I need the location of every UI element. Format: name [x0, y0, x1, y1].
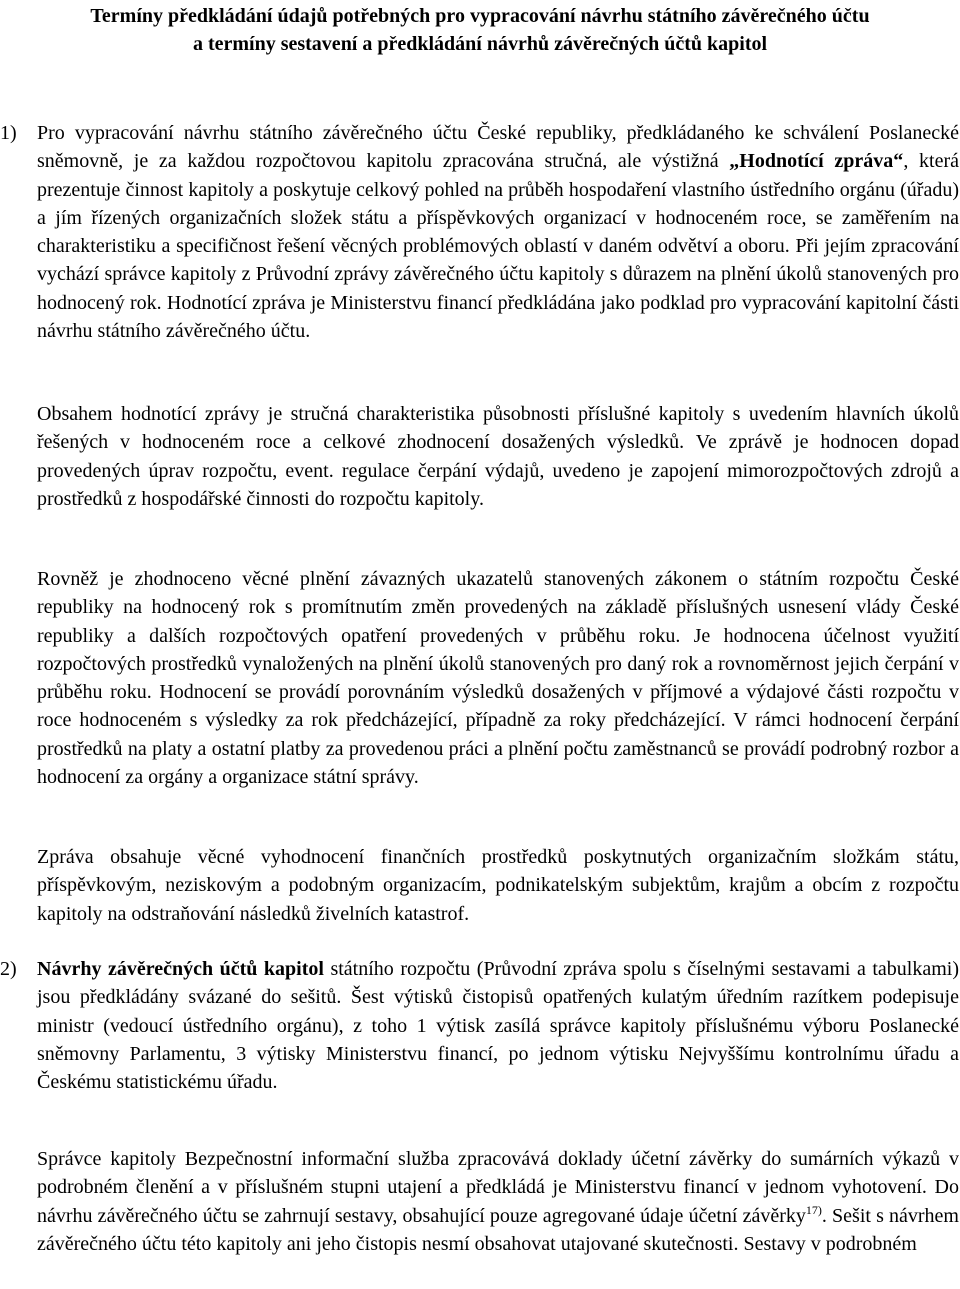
- section-2-number: 2): [0, 958, 17, 980]
- section-2-p1-text: státního rozpočtu (Průvodní zpráva spolu s číselnými sestavami a tabulkami) jsou předkládány svázané do sešitů. Šest výtisků čistopisů opatřených kulatým úředním razítkem podepisuje ministr (vedoucí ústředního orgánu), z toho 1 výtisk zasílá správce kapitoly příslušnému výboru Poslanecké sněmovny Parlamentu, 3 výtisky Ministerstvu financí, po jednom výtisku Nejvyššímu kontrolnímu úřadu a Českému statistickému úřadu.: [37, 958, 959, 1094]
- footnote-reference: 17): [805, 1202, 822, 1217]
- section-1-paragraph-3: Rovněž je zhodnoceno věcné plnění závazných ukazatelů stanovených zákonem o státním rozpočtu České republiky na hodnocený rok s promítnutím změn provedených na základě příslušných usnesení vlády České republiky a dalších rozpočtových opatření provedených v průběhu roku. Je hodnocena účelnost využití rozpočtových prostředků vynaložených na plnění úkolů stanovených pro daný rok a rovnoměrnost jejich čerpání v průběhu roku. Hodnocení se provádí porovnáním výsledků dosažených v příjmové a výdajové části rozpočtu v roce hodnoceném s výsledky za rok předcházející, případně za roky předcházející. V rámci hodnocení čerpání prostředků na platy a ostatní platby za provedenou práci a plnění počtu zaměstnanců se provádí podrobný rozbor a hodnocení za orgány a organizace státní správy.: [37, 568, 959, 789]
- section-1-paragraph-4: Zpráva obsahuje věcné vyhodnocení finančních prostředků poskytnutých organizačním složkám státu, příspěvkovým, neziskovým a podobným organizacím, podnikatelským subjektům, krajům a obcím z rozpočtu kapitoly na odstraňování následků živelních katastrof.: [37, 846, 959, 925]
- section-1-paragraph-1: [37, 119, 959, 345]
- hodnotici-zprava-term: „Hodnotící zpráva“: [729, 150, 904, 173]
- document-title: [0, 2, 960, 58]
- section-2-p2-text-b: . Sešit s návrhem závěrečného účtu této kapitoly ani jeho čistopis nesmí obsahovat utajované skutečnosti. Sestavy v podrobném: [37, 1204, 959, 1255]
- section-2-paragraph-1: [37, 955, 959, 1096]
- title-line-2: a termíny sestavení a předkládání návrhů závěrečných účtů kapitol: [192, 33, 768, 55]
- section-1-number: 1): [0, 122, 17, 144]
- navrhy-zaverecnych-uctu-term: Návrhy závěrečných účtů kapitol: [37, 958, 324, 980]
- section-1-paragraph-2: Obsahem hodnotící zprávy je stručná charakteristika působnosti příslušné kapitoly s uvedením hlavních úkolů řešených v hodnoceném roce a celkové zhodnocení dosažených výsledků. Ve zprávě je hodnocen dopad provedených úprav rozpočtu, event. regulace čerpání výdajů, uvedeno je zapojení mimorozpočtových zdrojů a prostředků z hospodářské činnosti do rozpočtu kapitoly.: [37, 403, 959, 510]
- section-1-p1-text-a: Pro vypracování návrhu státního závěrečného účtu České republiky, předkládaného ke schválení Poslanecké sněmovně, je za každou rozpočtovou kapitolu zpracována stručná, ale výstižná: [37, 122, 959, 173]
- section-2-paragraph-2: [37, 1145, 959, 1258]
- section-2-p2-text-a: Správce kapitoly Bezpečnostní informační služba zpracovává doklady účetní závěrky do sumárních výkazů v podrobném členění a v příslušném stupni utajení a předkládá je Ministerstvu financí v jednom vyhotovení. Do návrhu závěrečného účtu se zahrnují sestavy, obsahující pouze agregované údaje účetní závěrky: [37, 1148, 959, 1227]
- section-1-p1-text-b: , která prezentuje činnost kapitoly a poskytuje celkový pohled na průběh hospodaření vlastního ústředního orgánu (úřadu) a jím řízených organizačních složek státu a příspěvkových organizací v hodnoceném roce, se zaměřením na charakteristiku a specifičnost řešení věcných problémových oblastí v daném odvětví a oboru. Při jejím zpracování vychází správce kapitoly z Průvodní zprávy závěrečného účtu kapitoly s důrazem na plnění úkolů stanovených pro hodnocený rok. Hodnotící zpráva je Ministerstvu financí předkládána jako podklad pro vypracování kapitolní části návrhu státního závěrečného účtu.: [37, 150, 959, 343]
- title-line-1: Termíny předkládání údajů potřebných pro vypracování návrhu státního závěrečného účtu: [90, 5, 870, 27]
